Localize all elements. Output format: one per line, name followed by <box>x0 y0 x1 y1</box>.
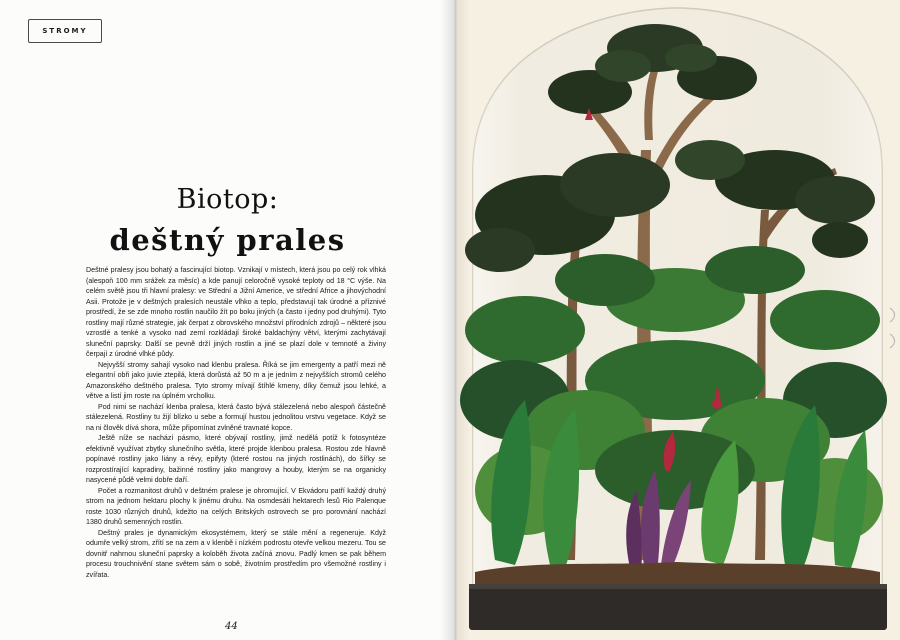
body-text <box>86 265 386 605</box>
page-title-line1: Biotop: <box>176 184 279 215</box>
terrarium-illustration <box>455 0 900 640</box>
paragraph-3: Pod nimi se nachází klenba pralesa, která často bývá stálezelená nebo alespoň částečně stálezelená. Rostliny tu žijí blízko u sebe a formují hustou jednolitou vrstvu vegetace. Když se na ni člověk dívá shora, může připomínat zvlněné travnaté kopce. <box>86 402 386 432</box>
page-edge-marks <box>886 300 900 360</box>
page-title-line2: deštný prales <box>109 223 346 257</box>
paragraph-5: Počet a rozmanitost druhů v deštném pralese je ohromující. V Ekvádoru patří každý druhý strom na jednom hektaru plochy k jinému druhu. Na osmdesáti hektarech lesů Rio Palenque roste 1030 různých druhů, kdežto na celých Britských ostrovech se pro porovnání nachází 1380 druhů semenných rostlin. <box>86 486 386 526</box>
base-icon <box>469 562 887 630</box>
page-number: 44 <box>225 621 238 632</box>
book-gutter <box>440 0 470 640</box>
paragraph-4: Ještě níže se nachází pásmo, které obývají rostliny, jimž nedělá potíž k fotosyntéze efektivně využívat zbytky slunečního světla, které projde klenbou pralesa. Rostou zde hlavně popínavé rostliny jako liány a révy, epifyty (které rostou na jiných rostlinách), do šířky se rozprostírající kapradiny, bažinné rostliny jako mangrovy a houby, kterým se na organicky nasycené půdě velmi dobře daří. <box>86 434 386 484</box>
paragraph-1: Deštné pralesy jsou bohatý a fascinující biotop. Vznikají v místech, která jsou po celý rok vlhká (alespoň 100 mm srážek za měsíc) a kde panují celoročně vysoké teploty od 18 °C výše. Na celém světě jsou tři hlavní pralesy: ve Střední a Jižní Americe, ve střední Africe a jihovýchodní Asii. Protože je v deštných pralesích neustále vlhko a teplo, představují tak úrodné a příznivé prostředí, že se zde mnoho rostlin naučilo žít po boku jiných (a často i jedny pod druhými). Tyto rostliny mají různé strategie, jak čerpat z obrovského množství přírodních zdrojů – některé jsou vzrostlé a tenké a vysoko nad zemí rozkládají široké baldachýny větví, kterými zachytávají sluneční paprsky. Další se pevně drží jiných rostlin a jiné se plazí dole v temnotě a živiny čerpají z úrodné vlhké půdy. <box>86 266 386 358</box>
paragraph-2: Nejvyšší stromy sahají vysoko nad klenbu pralesa. Říká se jim emergenty a patří mezi ně elegantní obři jako juvie ztepilá, která dorůstá až 50 m a je jedním z nejvyšších stromů celého Amazonského deštného pralesa. Tyto stromy mívají štíhlé kmeny, díky čemuž jsou lehké, a větve a listí jim roste na úplném vrcholku. <box>86 360 386 400</box>
section-label: STROMY <box>28 19 102 43</box>
paragraph-6: Deštný prales je dynamickým ekosystémem, který se stále mění a regeneruje. Když odumře velký strom, zřítí se na zem a v klenbě i nízkém podrostu otevře velkou mezeru. Tou se dovnitř nahrnou sluneční paprsky a koloběh života začíná znovu. Padlý kmen se pak během procesu trouchnivění stane světem sám o sobě, životním prostředím pro všemožné rostliny i zvířata. <box>86 528 386 579</box>
